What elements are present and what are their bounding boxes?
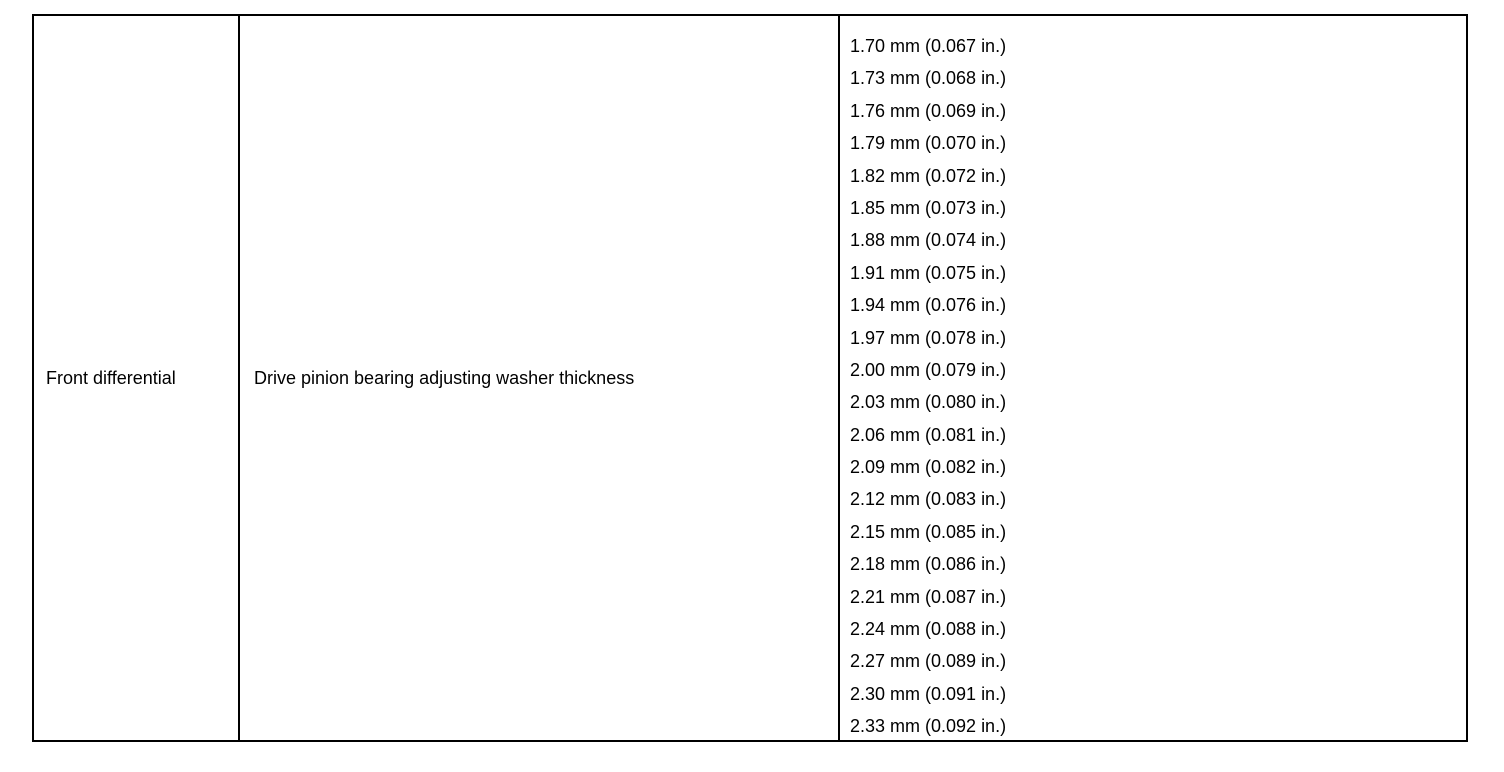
washer-thickness-value: 1.79 mm (0.070 in.) bbox=[850, 133, 1007, 154]
item-cell bbox=[240, 16, 840, 740]
washer-thickness-value: 2.33 mm (0.092 in.) bbox=[850, 716, 1007, 737]
washer-thickness-value: 1.70 mm (0.067 in.) bbox=[850, 36, 1007, 56]
washer-thickness-value: 2.24 mm (0.088 in.) bbox=[850, 619, 1007, 640]
section-label: Front differential bbox=[46, 368, 176, 388]
washer-thickness-value: 2.18 mm (0.086 in.) bbox=[850, 554, 1007, 575]
washer-thickness-value: 1.73 mm (0.068 in.) bbox=[850, 68, 1007, 89]
washer-thickness-value: 2.27 mm (0.089 in.) bbox=[850, 651, 1007, 672]
washer-thickness-value: 2.15 mm (0.085 in.) bbox=[850, 521, 1007, 542]
spec-table bbox=[32, 14, 1468, 742]
washer-thickness-value: 1.88 mm (0.074 in.) bbox=[850, 230, 1007, 251]
washer-thickness-value: 1.82 mm (0.072 in.) bbox=[850, 165, 1007, 186]
washer-thickness-list bbox=[850, 30, 1466, 743]
washer-thickness-value: 1.94 mm (0.076 in.) bbox=[850, 295, 1007, 316]
washer-thickness-value: 1.76 mm (0.069 in.) bbox=[850, 100, 1007, 121]
washer-thickness-value: 2.12 mm (0.083 in.) bbox=[850, 489, 1007, 510]
washer-thickness-value: 1.97 mm (0.078 in.) bbox=[850, 327, 1007, 348]
washer-thickness-value: 2.30 mm (0.091 in.) bbox=[850, 683, 1007, 704]
washer-thickness-value: 1.85 mm (0.073 in.) bbox=[850, 197, 1007, 218]
washer-thickness-value: 1.91 mm (0.075 in.) bbox=[850, 262, 1007, 283]
section-cell bbox=[34, 16, 240, 740]
washer-thickness-value: 2.03 mm (0.080 in.) bbox=[850, 392, 1007, 413]
item-label: Drive pinion bearing adjusting washer thickness bbox=[254, 368, 635, 388]
washer-thickness-value: 2.09 mm (0.082 in.) bbox=[850, 457, 1007, 478]
washer-thickness-value: 2.06 mm (0.081 in.) bbox=[850, 424, 1007, 445]
washer-thickness-value: 2.21 mm (0.087 in.) bbox=[850, 586, 1007, 607]
washer-thickness-value: 2.00 mm (0.079 in.) bbox=[850, 359, 1007, 380]
values-cell bbox=[840, 16, 1466, 740]
